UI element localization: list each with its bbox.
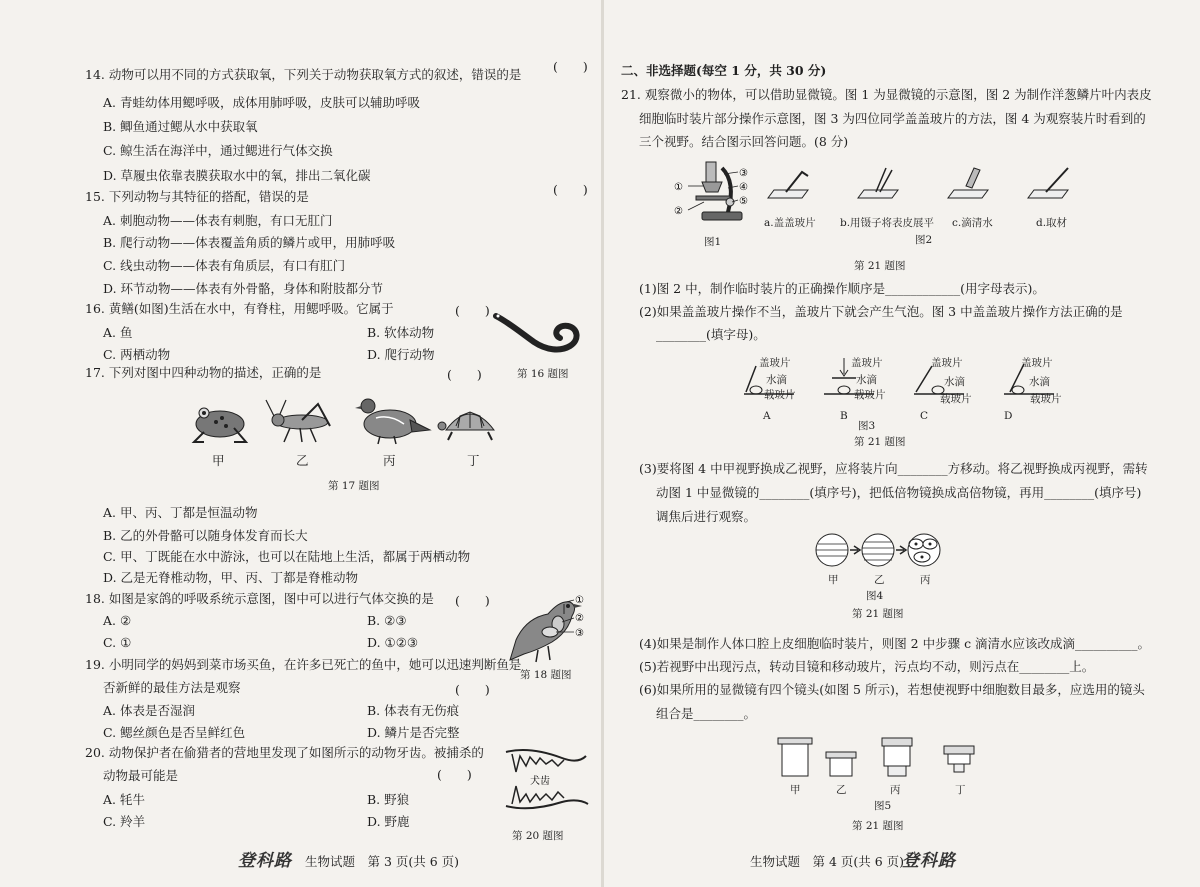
fig5-lens-jia: 甲 [790, 784, 801, 796]
fig3-option-d: D [1004, 410, 1013, 422]
q18-option-d: D. ①②③ [367, 635, 419, 650]
q19-option-a: A. 体表是否湿润 [103, 703, 195, 718]
publisher-logo: 登科路 [238, 851, 292, 871]
fig3-a-cover-label: 盖玻片 [759, 357, 791, 369]
lens-jia-icon [778, 738, 812, 776]
q15-option-a: A. 刺胞动物——体表有刺胞，有口无肛门 [103, 213, 333, 228]
q14-stem: 14. 动物可以用不同的方式获取氧，下列关于动物获取氧方式的叙述，错误的是 [85, 67, 522, 82]
fig3-option-a: A [763, 410, 771, 422]
fig3-option-b: B [840, 410, 848, 422]
q21-caption-2: 第 21 题图 [854, 436, 906, 448]
fig2-step-d: d.取材 [1036, 217, 1068, 229]
q19-option-d: D. 鳞片是否完整 [367, 725, 460, 740]
q17-option-b: B. 乙的外骨骼可以随身体发育而长大 [103, 528, 308, 543]
fig2-step-b: b.用镊子将表皮展平 [840, 217, 935, 229]
q21-sub1: (1)图 2 中，制作临时装片的正确操作顺序是____________(用字母表示)。 [639, 281, 1045, 296]
q16-option-b: B. 软体动物 [367, 325, 435, 340]
microscope-label-5: ⑤ [739, 196, 748, 207]
q17-label-yi: 乙 [296, 453, 309, 468]
q20-answer-paren: ( ) [437, 767, 472, 782]
fig3-b-slide-label: 载玻片 [854, 389, 886, 401]
pigeon-respiratory-figure [498, 588, 598, 664]
fig3-c-cover-label: 盖玻片 [931, 357, 963, 369]
q14-answer-paren: ( ) [553, 59, 588, 74]
q21-caption-3: 第 21 题图 [852, 608, 904, 620]
fig3-d-water-label: 水滴 [1029, 376, 1050, 388]
microscope-figure [672, 158, 762, 230]
q21-caption-4: 第 21 题图 [852, 820, 904, 832]
exam-page-4 [604, 0, 1200, 887]
q17-option-a: A. 甲、丙、丁都是恒温动物 [103, 505, 258, 520]
q18-fig-label-3: ③ [575, 628, 584, 639]
fig3-c-slide-label: 载玻片 [940, 393, 972, 405]
q21-sub5: (5)若视野中出现污点，转动目镜和移动玻片，污点均不动，则污点在________上。 [639, 659, 1095, 674]
fig3-c-water-label: 水滴 [944, 376, 965, 388]
q21-caption-1: 第 21 题图 [854, 260, 906, 272]
q16-option-c: C. 两栖动物 [103, 347, 171, 362]
section-title: 二、非选择题(每空 1 分，共 30 分) [621, 63, 827, 78]
q19-answer-paren: ( ) [455, 682, 490, 697]
q17-label-bing: 丙 [383, 453, 396, 468]
q18-fig-label-2: ② [575, 613, 584, 624]
q20-stem-line1: 20. 动物保护者在偷猎者的营地里发现了如图所示的动物牙齿。被捕杀的 [85, 745, 484, 760]
q19-stem-line2: 否新鲜的最佳方法是观察 [103, 680, 241, 695]
fig3-a-slide-label: 载玻片 [764, 389, 796, 401]
q15-option-d: D. 环节动物——体表有外骨骼，身体和附肢都分节 [103, 281, 384, 296]
microscope-label-4: ④ [739, 182, 748, 193]
fig2-step-c: c.滴清水 [952, 217, 993, 229]
turtle-icon [438, 412, 494, 440]
q17-answer-paren: ( ) [447, 367, 482, 382]
publisher-logo-right: 登科路 [902, 851, 956, 871]
q16-answer-paren: ( ) [455, 303, 490, 318]
q21-sub6-line2: 组合是________。 [656, 706, 757, 721]
step-c-icon [948, 168, 988, 198]
microscope-label-2: ② [674, 206, 683, 217]
view-jia-icon [816, 534, 848, 566]
q15-option-c: C. 线虫动物——体表有角质层，有口有肛门 [103, 258, 346, 273]
q14-option-d: D. 草履虫依靠表膜获取水中的氧，排出二氧化碳 [103, 168, 371, 183]
q19-option-c: C. 鳃丝颜色是否呈鲜红色 [103, 725, 246, 740]
view-yi-icon [862, 534, 894, 566]
q21-intro-line2: 细胞临时装片部分操作示意图，图 3 为四位同学盖盖玻片的方法，图 4 为观察装片时看到的 [639, 111, 1146, 126]
q17-stem: 17. 下列对图中四种动物的描述，正确的是 [85, 365, 322, 380]
q16-caption: 第 16 题图 [517, 368, 569, 380]
q19-option-b: B. 体表有无伤痕 [367, 703, 460, 718]
grasshopper-icon [266, 400, 330, 442]
q21-intro-line3: 三个视野。结合图示回答问题。(8 分) [639, 134, 849, 149]
fig5-name: 图5 [874, 800, 892, 812]
q20-option-a: A. 牦牛 [103, 792, 145, 807]
q15-stem: 15. 下列动物与其特征的搭配，错误的是 [85, 189, 309, 204]
fig3-a-water-label: 水滴 [766, 374, 787, 386]
microscope-label-3: ③ [739, 168, 748, 179]
q21-sub3-line1: (3)要将图 4 中甲视野换成乙视野，应将装片向________方移动。将乙视野换成丙视野，需转 [639, 461, 1148, 476]
step-b-icon [858, 168, 898, 198]
q14-option-b: B. 鲫鱼通过鳃从水中获取氧 [103, 119, 258, 134]
fig1-name: 图1 [704, 236, 722, 248]
q18-stem: 18. 如图是家鸽的呼吸系统示意图，图中可以进行气体交换的是 [85, 591, 434, 606]
fig4-name: 图4 [866, 590, 884, 602]
q20-stem-line2: 动物最可能是 [103, 768, 179, 783]
fig4-view-jia: 甲 [828, 574, 839, 586]
q20-option-c: C. 羚羊 [103, 814, 146, 829]
q20-option-d: D. 野鹿 [367, 814, 410, 829]
fig3-b-water-label: 水滴 [856, 374, 877, 386]
q21-sub3-line2: 动图 1 中显微镜的________(填序号)，把低倍物镜换成高倍物镜，再用________(填序号) [656, 485, 1142, 500]
q21-sub2-line2: ________(填字母)。 [656, 327, 766, 342]
footer-page-3: 生物试题 第 3 页(共 6 页) [305, 854, 460, 869]
q18-option-a: A. ② [103, 613, 132, 628]
q17-label-jia: 甲 [212, 453, 225, 468]
fig3-b-cover-label: 盖玻片 [851, 357, 883, 369]
view-bing-icon [908, 534, 940, 566]
footer-page-4: 生物试题 第 4 页(共 6 页) [750, 854, 905, 869]
microscope-views-figure [814, 532, 954, 572]
q15-answer-paren: ( ) [553, 182, 588, 197]
q18-caption: 第 18 题图 [520, 669, 572, 681]
q17-label-ding: 丁 [467, 453, 480, 468]
q16-stem: 16. 黄鳝(如图)生活在水中，有脊柱，用鳃呼吸。它属于 [85, 301, 394, 316]
fig3-d-cover-label: 盖玻片 [1021, 357, 1053, 369]
fig5-lens-ding: 丁 [955, 784, 966, 796]
microscope-label-1: ① [674, 182, 683, 193]
q18-option-c: C. ① [103, 635, 132, 650]
step-d-icon [1028, 168, 1068, 198]
canine-label: 犬齿 [530, 776, 550, 787]
pigeon-icon [355, 399, 430, 444]
q19-stem-line1: 19. 小明同学的妈妈到菜市场买鱼，在许多已死亡的鱼中，她可以迅速判断鱼是 [85, 657, 522, 672]
q14-option-a: A. 青蛙幼体用鳃呼吸，成体用肺呼吸，皮肤可以辅助呼吸 [103, 95, 420, 110]
fig3-option-c: C [920, 410, 929, 422]
q20-caption: 第 20 题图 [512, 830, 564, 842]
q18-answer-paren: ( ) [455, 593, 490, 608]
step-a-icon [768, 172, 808, 198]
fig2-step-a: a.盖盖玻片 [764, 217, 816, 229]
fig4-view-yi: 乙 [874, 574, 885, 586]
q21-sub3-line3: 调焦后进行观察。 [656, 509, 757, 524]
fig2-name: 图2 [915, 234, 933, 246]
fig3-d-slide-label: 载玻片 [1030, 393, 1062, 405]
q18-option-b: B. ②③ [367, 613, 407, 628]
lens-ding-icon [944, 746, 974, 772]
eel-figure [490, 308, 590, 360]
q20-option-b: B. 野狼 [367, 792, 410, 807]
lens-yi-icon [826, 752, 856, 776]
q21-intro-line1: 21. 观察微小的物体，可以借助显微镜。图 1 为显微镜的示意图，图 2 为制作洋葱鳞片叶内表皮 [621, 87, 1152, 102]
q16-option-a: A. 鱼 [103, 325, 133, 340]
fig5-lens-bing: 丙 [890, 784, 901, 796]
q14-option-c: C. 鲸生活在海洋中，通过鳃进行气体交换 [103, 143, 333, 158]
fig5-lens-yi: 乙 [836, 784, 847, 796]
frog-icon [194, 408, 246, 442]
q17-caption: 第 17 题图 [328, 480, 380, 492]
q18-fig-label-1: ① [575, 595, 584, 606]
fig3-name: 图3 [858, 420, 876, 432]
q21-sub2-line1: (2)如果盖盖玻片操作不当，盖玻片下就会产生气泡。图 3 中盖盖玻片操作方法正确的是 [639, 304, 1123, 319]
slide-prep-steps-figure [762, 164, 1092, 214]
q17-option-d: D. 乙是无脊椎动物，甲、丙、丁都是脊椎动物 [103, 570, 359, 585]
fig4-view-bing: 丙 [920, 574, 931, 586]
teeth-figure [500, 742, 594, 820]
q17-option-c: C. 甲、丁既能在水中游泳，也可以在陆地上生活，都属于两栖动物 [103, 549, 471, 564]
q21-sub6-line1: (6)如果所用的显微镜有四个镜头(如图 5 所示)，若想使视野中细胞数目最多，应选用的镜头 [639, 682, 1145, 697]
q17-animals-figure [190, 396, 500, 450]
q16-option-d: D. 爬行动物 [367, 347, 435, 362]
q21-sub4: (4)如果是制作人体口腔上皮细胞临时装片，则图 2 中步骤 c 滴清水应该改成滴__________。 [639, 636, 1151, 651]
lenses-figure [774, 736, 984, 784]
q15-option-b: B. 爬行动物——体表覆盖角质的鳞片或甲，用肺呼吸 [103, 235, 396, 250]
lens-bing-icon [882, 738, 912, 776]
